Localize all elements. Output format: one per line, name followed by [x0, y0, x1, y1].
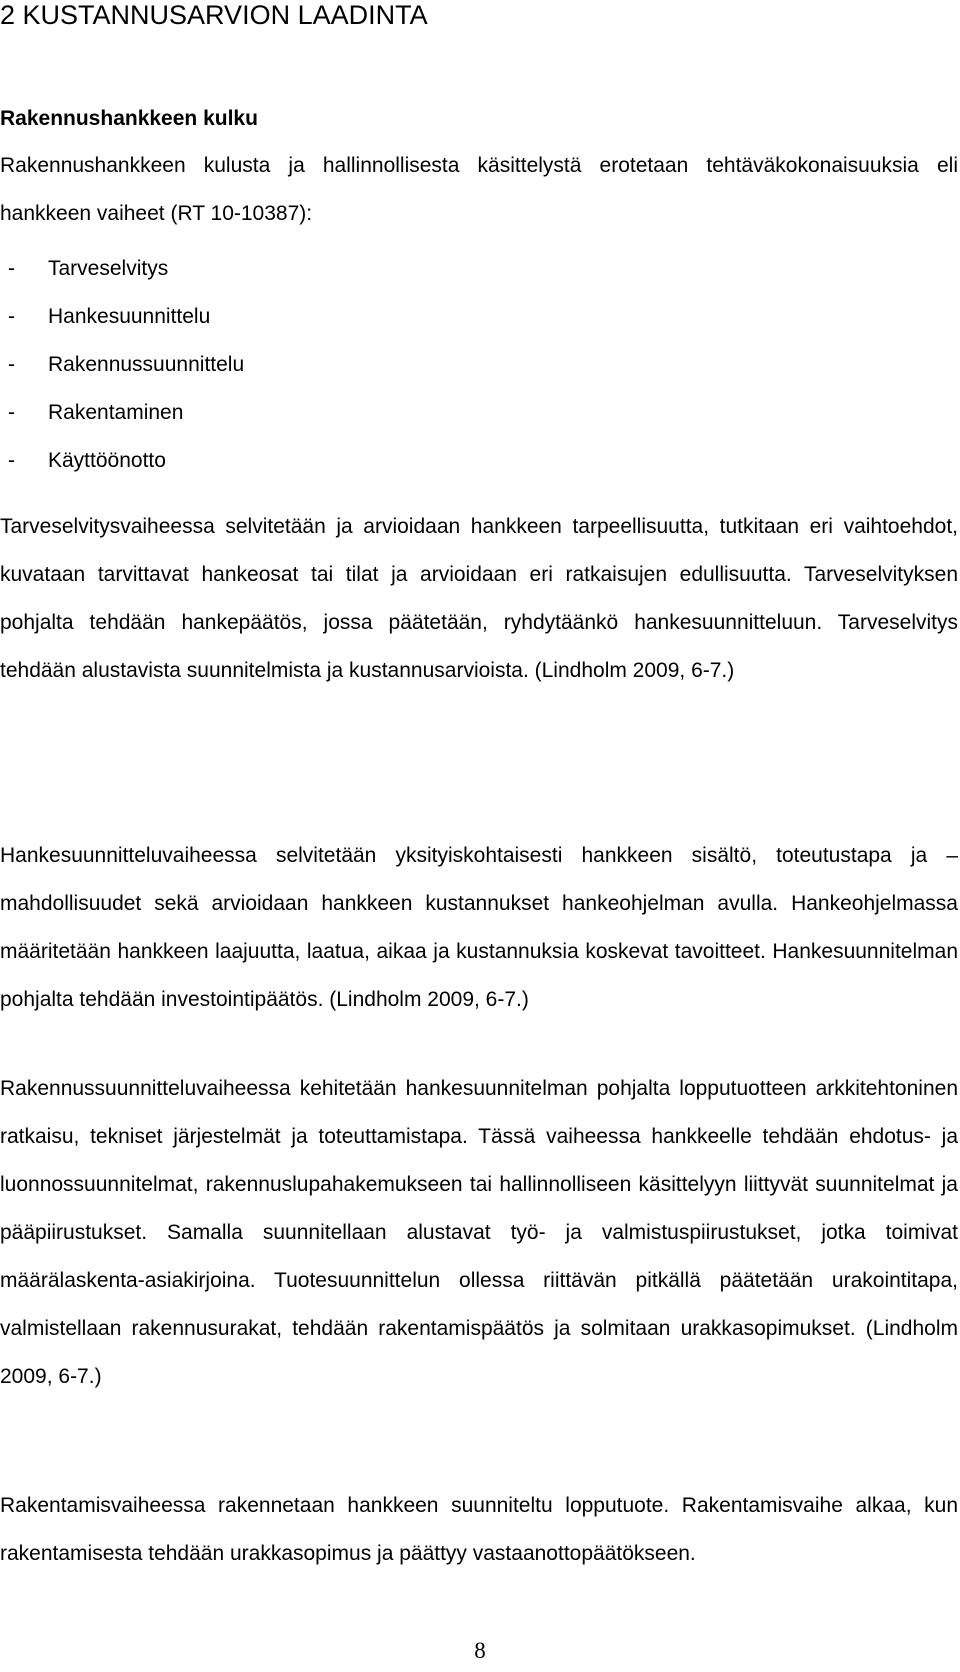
dash-bullet: - [8, 401, 15, 424]
phase-label: Tarveselvitys [48, 257, 169, 280]
list-item [0, 389, 244, 437]
intro-paragraph: Rakennushankkeen kulusta ja hallinnollisesta käsittelystä erotetaan tehtäväkokonaisuuksia eli hankkeen vaiheet (RT 10-10387): [0, 154, 958, 225]
phase-label: Rakentaminen [48, 401, 184, 424]
list-item [0, 293, 244, 341]
page-number: 8 [474, 1638, 486, 1663]
list-item [0, 437, 244, 485]
dash-bullet: - [8, 305, 15, 328]
phase-list [0, 245, 244, 485]
phase-label: Hankesuunnittelu [48, 305, 211, 328]
dash-bullet: - [8, 353, 15, 376]
phase-label: Rakennussuunnittelu [48, 353, 245, 376]
paragraph-building-design: Rakennussuunnitteluvaiheessa kehitetään hankesuunnitelman pohjalta lopputuotteen arkkitehtoninen ratkaisu, tekniset järjestelmät ja toteuttamistapa. Tässä vaiheessa hankkeelle tehdään ehdotus- ja luonnossuunnitelmat, rakennuslupahakemukseen tai hallinnolliseen käsittelyyn liittyvät suunnitelmat ja pääpiirustukset. Samalla suunnitellaan alustavat työ- ja valmistuspiirustukset, jotka toimivat määrälaskenta-asiakirjoina. Tuotesuunnittelun ollessa riittävän pitkällä päätetään urakointitapa, valmistellaan rakennusurakat, tehdään rakentamispäätös ja solmitaan urakkasopimukset. (Lindholm 2009, 6-7.) [0, 1077, 958, 1388]
section-heading: Rakennushankkeen kulku [0, 107, 258, 130]
list-item [0, 245, 244, 293]
dash-bullet: - [8, 449, 15, 472]
chapter-title: 2 KUSTANNUSARVION LAADINTA [0, 0, 428, 30]
paragraph-needs-assessment: Tarveselvitysvaiheessa selvitetään ja arvioidaan hankkeen tarpeellisuutta, tutkitaan eri vaihtoehdot, kuvataan tarvittavat hankeosat tai tilat ja arvioidaan eri ratkaisujen edullisuutta. Tarveselvityksen pohjalta tehdään hankepäätös, jossa päätetään, ryhdytäänkö hankesuunnitteluun. Tarveselvitys tehdään alustavista suunnitelmista ja kustannusarvioista. (Lindholm 2009, 6-7.) [0, 515, 958, 682]
list-item [0, 341, 244, 389]
paragraph-project-planning: Hankesuunnitteluvaiheessa selvitetään yksityiskohtaisesti hankkeen sisältö, toteutustapa ja – mahdollisuudet sekä arvioidaan hankkeen kustannukset hankeohjelman avulla. Hankeohjelmassa määritetään hankkeen laajuutta, laatua, aikaa ja kustannuksia koskevat tavoitteet. Hankesuunnitelman pohjalta tehdään investointipäätös. (Lindholm 2009, 6-7.) [0, 844, 958, 1011]
phase-label: Käyttöönotto [48, 449, 166, 472]
dash-bullet: - [8, 257, 15, 280]
paragraph-construction: Rakentamisvaiheessa rakennetaan hankkeen suunniteltu lopputuote. Rakentamisvaihe alkaa, kun rakentamisesta tehdään urakkasopimus ja päättyy vastaanottopäätökseen. [0, 1494, 958, 1565]
